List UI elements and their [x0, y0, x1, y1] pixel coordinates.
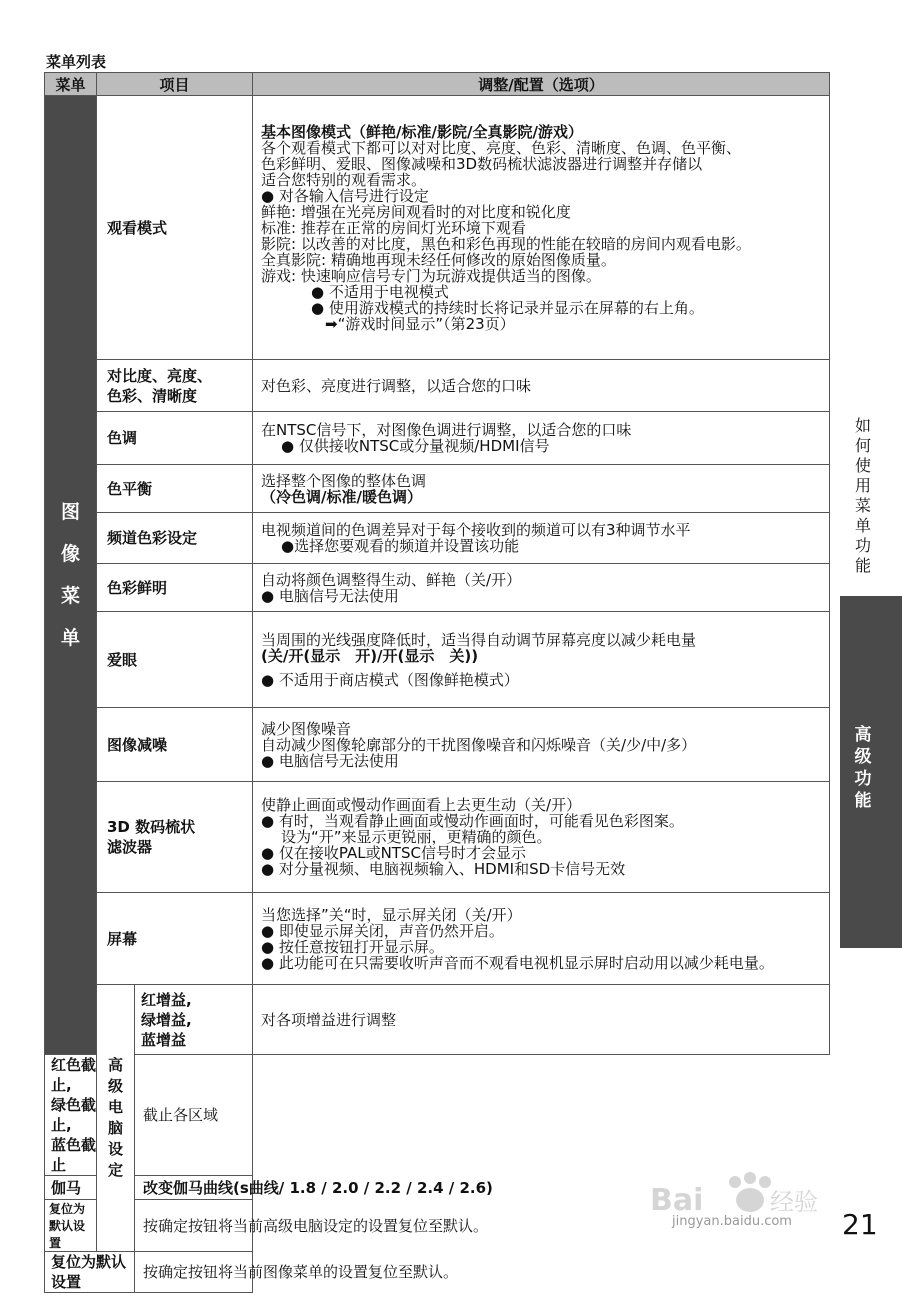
category-char: 单 [60, 627, 80, 649]
header-options: 调整/配置（选项） [253, 73, 830, 96]
item-gain [135, 985, 253, 1055]
desc-pc-reset [135, 1200, 489, 1252]
desc-noise-reduction [253, 708, 830, 782]
desc-line: ● 不适用于电视模式 [311, 282, 449, 301]
side-char: 如 [854, 416, 871, 435]
desc-viewing-mode [253, 96, 830, 360]
desc-line: ● 对分量视频、电脑视频输入、HDMI和SD卡信号无效 [261, 860, 626, 878]
desc-3d-comb-filter [253, 782, 830, 893]
table-row [45, 782, 830, 893]
table-header [45, 73, 830, 96]
table-row [45, 1055, 830, 1176]
desc-line: 游戏: 快速响应信号专门为玩游戏提供适当的图像。 [261, 266, 601, 285]
desc-color-balance [253, 465, 830, 513]
group-char: 定 [107, 1161, 123, 1179]
group-char: 级 [107, 1077, 123, 1095]
desc-line: ● 仅在接收PAL或NTSC信号时才会显示 [261, 844, 526, 862]
desc-line: 全真影院: 精确地再现未经任何修改的原始图像质量。 [261, 250, 616, 269]
item-line: 绿色截止, [51, 1096, 97, 1134]
item-line: 色彩、清晰度 [107, 386, 198, 405]
item-screen: 屏幕 [97, 893, 253, 985]
desc-line: ➡“游戏时间显示”（第23页） [325, 314, 515, 333]
table-row [45, 985, 830, 1055]
desc-contrast [253, 360, 830, 412]
desc-line: 自动减少图像轮廓部分的干扰图像噪音和闪烁噪音（关/少/中/多） [261, 735, 697, 754]
table-row [45, 1252, 830, 1293]
desc-line: 在NTSC信号下，对图像色调进行调整，以适合您的口味 [261, 421, 632, 439]
desc-line: ●选择您要观看的频道并设置该功能 [281, 537, 520, 555]
desc-line: (关/开(显示 开)/开(显示 关)) [261, 646, 479, 665]
desc-line: ● 按任意按钮打开显示屏。 [261, 937, 444, 956]
desc-line: ● 有时，当观看静止画面或慢动作画面时，可能看见色彩图案。 [261, 812, 684, 830]
category-char: 图 [60, 501, 80, 523]
page-number: 21 [842, 1208, 878, 1241]
table-row [45, 412, 830, 465]
desc-line: 当您选择”关“时，显示屏关闭（关/开） [261, 905, 522, 924]
desc-cutoff [135, 1055, 253, 1176]
desc-channel-color [253, 513, 830, 564]
desc-gain [253, 985, 830, 1055]
desc-line: ● 电脑信号无法使用 [261, 586, 399, 605]
svg-text:经验: 经验 [770, 1188, 818, 1216]
desc-line: 设为“开”来显示更锐丽，更精确的颜色。 [281, 828, 552, 846]
group-char: 设 [107, 1140, 123, 1158]
group-char: 电 [107, 1098, 123, 1116]
group-advanced-pc-settings [97, 985, 135, 1252]
desc-line: 按确定按钮将当前高级电脑设定的设置复位至默认。 [143, 1216, 489, 1235]
item-line: 红色截止, [51, 1056, 97, 1094]
side-char: 级 [854, 747, 872, 767]
desc-line: 电视频道间的色调差异对于每个接收到的频道可以有3种调节水平 [261, 521, 691, 539]
desc-line: ● 此功能可在只需要收听声音而不观看电视机显示屏时启动用以减少耗电量。 [261, 953, 774, 972]
desc-line: 自动将颜色调整得生动、鲜艳（关/开） [261, 570, 522, 589]
desc-line: 按确定按钮将当前图像菜单的设置复位至默认。 [143, 1263, 459, 1281]
desc-line: 当周围的光线强度降低时，适当得自动调节屏幕亮度以减少耗电量 [261, 630, 697, 649]
desc-line: 鲜艳: 增强在光亮房间观看时的对比度和锐化度 [261, 202, 571, 221]
desc-line: 改变伽马曲线(s曲线/ 1.8 / 2.0 / 2.2 / 2.4 / 2.6) [143, 1178, 493, 1197]
category-char: 菜 [60, 585, 80, 607]
desc-line: ● 对各输入信号进行设定 [261, 186, 429, 205]
desc-line: 影院: 以改善的对比度，黑色和彩色再现的性能在较暗的房间内观看电影。 [261, 234, 751, 253]
side-char: 使 [854, 456, 871, 475]
menu-table [44, 72, 830, 1293]
desc-line: ● 使用游戏模式的持续时长将记录并显示在屏幕的右上角。 [311, 298, 704, 317]
item-line: 对比度、亮度、 [107, 366, 213, 385]
side-char: 何 [854, 436, 871, 455]
side-tab-label [848, 724, 878, 812]
desc-line: 适合您特别的观看需求。 [261, 170, 427, 189]
item-line: 红增益, [141, 990, 192, 1009]
desc-vivid-color [253, 564, 830, 612]
side-char: 菜 [854, 496, 871, 515]
desc-eco-eye [253, 612, 830, 708]
side-char: 高 [854, 725, 872, 745]
table-row [45, 893, 830, 985]
item-color-balance: 色平衡 [97, 465, 253, 513]
item-line: 蓝色截止 [51, 1136, 97, 1174]
desc-line: ● 不适用于商店模式（图像鲜艳模式） [261, 670, 519, 689]
item-channel-color: 频道色彩设定 [97, 513, 253, 564]
item-3d-comb-filter [97, 782, 253, 893]
item-vivid-color: 色彩鲜明 [97, 564, 253, 612]
item-gamma: 伽马 [45, 1176, 97, 1200]
item-line: 蓝增益 [141, 1030, 187, 1049]
desc-line: 截止各区域 [143, 1106, 219, 1124]
desc-line: 标准: 推荐在正常的房间灯光环境下观看 [261, 218, 526, 237]
item-cutoff [45, 1055, 97, 1176]
desc-line: 对色彩、亮度进行调整，以适合您的口味 [261, 376, 532, 395]
desc-gamma [135, 1176, 493, 1200]
side-char: 功 [854, 536, 871, 555]
side-label-how-to-use [848, 416, 878, 576]
watermark-url: jingyan.baidu.com [672, 1214, 792, 1229]
header-menu: 菜单 [45, 73, 97, 96]
table-row [45, 465, 830, 513]
item-viewing-mode: 观看模式 [97, 96, 253, 360]
desc-line: ● 仅供接收NTSC或分量视频/HDMI信号 [281, 437, 550, 455]
desc-line: 色彩鲜明、爱眼、图像减噪和3D数码梳状滤波器进行调整并存储以 [261, 154, 703, 173]
desc-line: 基本图像模式（鲜艳/标准/影院/全真影院/游戏） [261, 122, 583, 141]
item-eco-eye: 爱眼 [97, 612, 253, 708]
table-row [45, 96, 830, 360]
desc-line: 减少图像噪音 [261, 719, 352, 738]
table-row [45, 513, 830, 564]
header-item: 项目 [97, 73, 253, 96]
desc-line: 各个观看模式下都可以对对比度、亮度、色彩、清晰度、色调、色平衡、 [261, 138, 742, 157]
desc-line: （冷色调/标准/暖色调） [261, 487, 422, 506]
table-row [45, 564, 830, 612]
side-char: 单 [854, 516, 871, 535]
table-row [45, 708, 830, 782]
item-line: 3D 数码梳状 [107, 818, 196, 836]
svg-text:Bai: Bai [650, 1183, 704, 1218]
desc-screen [253, 893, 830, 985]
side-char: 功 [854, 769, 872, 789]
category-picture-menu [45, 96, 97, 1055]
desc-line: 选择整个图像的整体色调 [261, 471, 427, 490]
page-heading: 菜单列表 [46, 53, 107, 71]
item-line: 滤波器 [107, 838, 153, 856]
desc-hue [253, 412, 830, 465]
category-char: 像 [60, 543, 80, 565]
table-row [45, 360, 830, 412]
desc-line: 对各项增益进行调整 [261, 1010, 397, 1029]
group-char: 脑 [107, 1119, 123, 1137]
item-hue: 色调 [97, 412, 253, 465]
item-contrast [97, 360, 253, 412]
item-line: 绿增益, [141, 1010, 192, 1029]
table-row [45, 612, 830, 708]
desc-line: ● 电脑信号无法使用 [261, 751, 399, 770]
side-char: 能 [854, 556, 871, 575]
item-noise-reduction: 图像减噪 [97, 708, 253, 782]
item-pc-reset: 复位为默认设置 [45, 1200, 97, 1252]
side-char: 用 [854, 476, 871, 495]
group-char: 高 [107, 1056, 123, 1074]
side-char: 能 [854, 791, 872, 811]
desc-line: ● 即使显示屏关闭，声音仍然开启。 [261, 921, 504, 940]
desc-line: 使静止画面或慢动作画面看上去更生动（关/开） [261, 796, 582, 814]
desc-reset-defaults [135, 1252, 459, 1293]
item-reset-defaults: 复位为默认设置 [45, 1252, 135, 1293]
